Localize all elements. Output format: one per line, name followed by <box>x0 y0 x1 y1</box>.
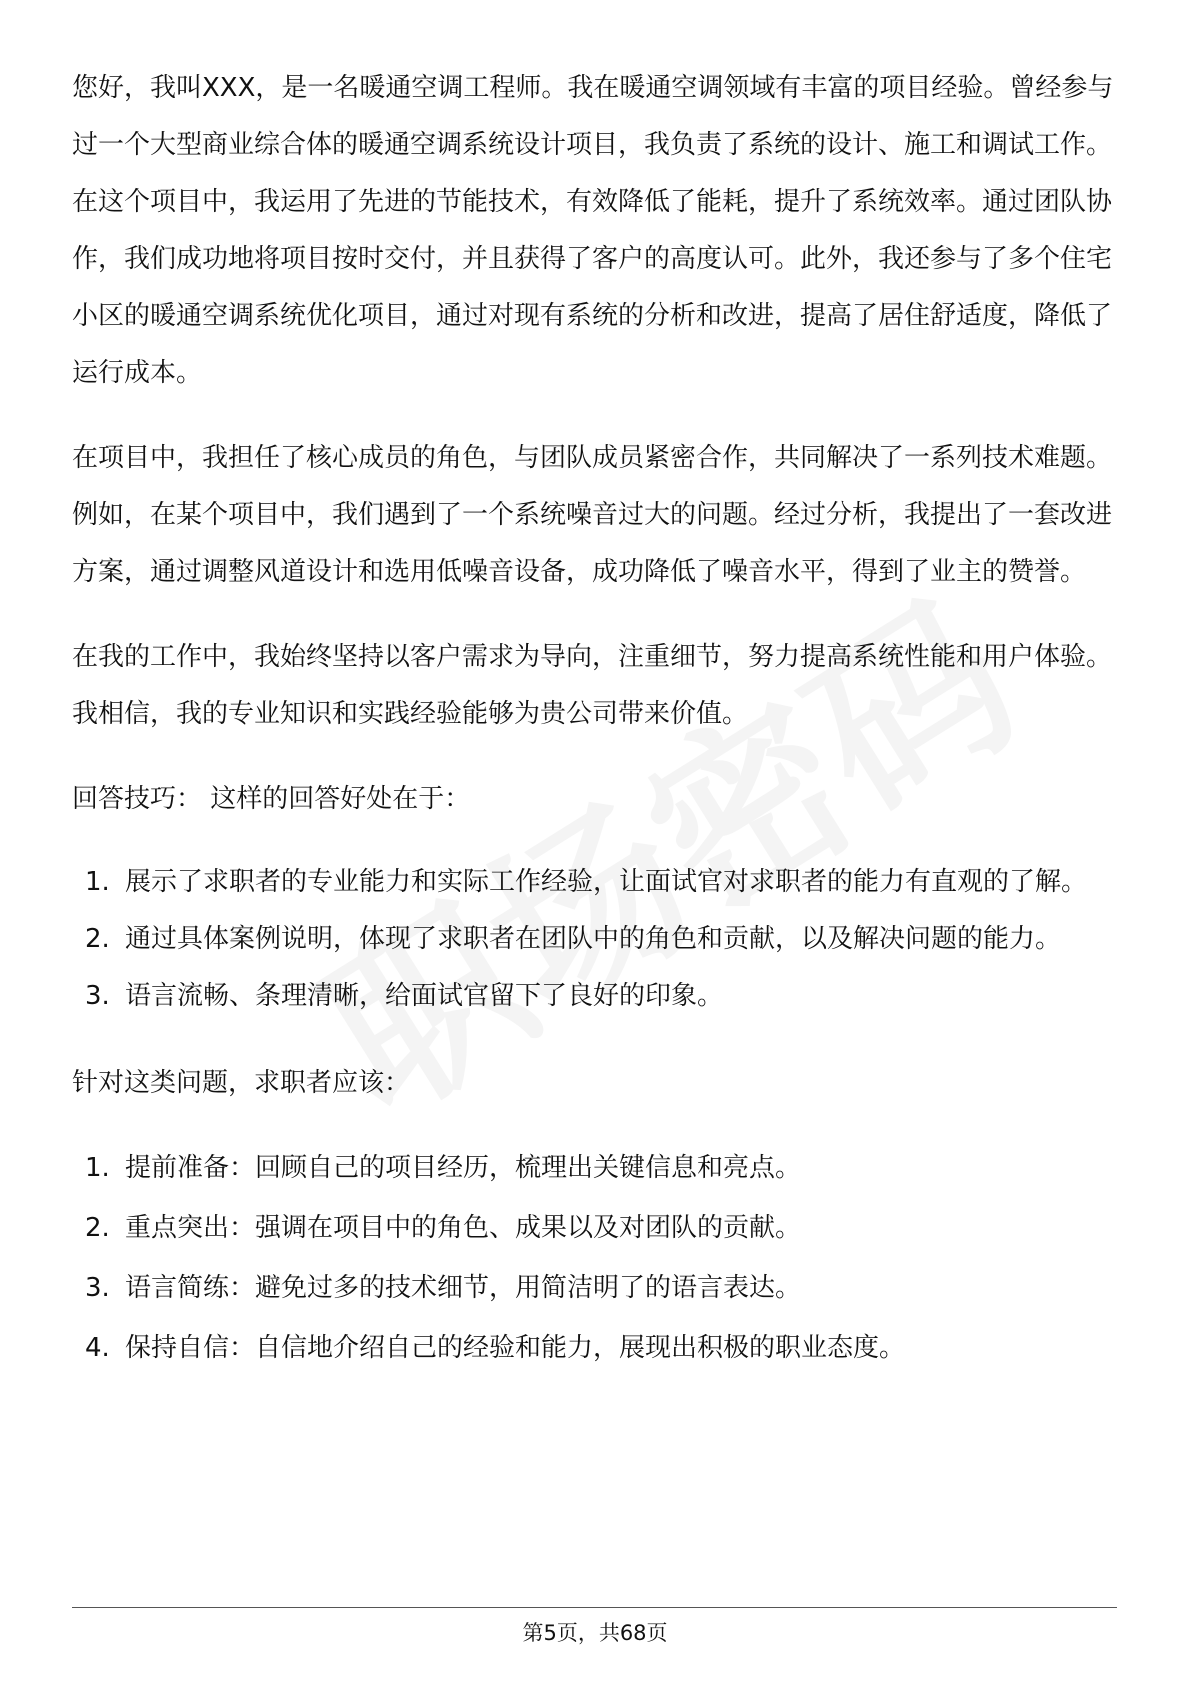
list-item-text: 保持自信：自信地介绍自己的经验和能力，展现出积极的职业态度。 <box>125 1333 906 1363</box>
advice-list-item <box>72 1318 1117 1378</box>
list-number: 3. <box>85 1273 110 1303</box>
list-number: 3. <box>85 981 110 1011</box>
page-number: 第5页，共68页 <box>522 1621 668 1645</box>
answer-paragraph-1: 您好，我叫XXX，是一名暖通空调工程师。我在暖通空调领域有丰富的项目经验。曾经参与过一个大型商业综合体的暖通空调系统设计项目，我负责了系统的设计、施工和调试工作。在这个项目中，我运用了先进的节能技术，有效降低了能耗，提升了系统效率。通过团队协作，我们成功地将项目按时交付，并且获得了客户的高度认可。此外，我还参与了多个住宅小区的暖通空调系统优化项目，通过对现有系统的分析和改进，提高了居住舒适度，降低了运行成本。 <box>72 73 1114 388</box>
answer-paragraph-2: 在项目中，我担任了核心成员的角色，与团队成员紧密合作，共同解决了一系列技术难题。例如，在某个项目中，我们遇到了一个系统噪音过大的问题。经过分析，我提出了一套改进方案，通过调整风道设计和选用低噪音设备，成功降低了噪音水平，得到了业主的赞誉。 <box>72 443 1113 587</box>
footer-divider <box>72 1607 1117 1608</box>
list-item-text: 展示了求职者的专业能力和实际工作经验，让面试官对求职者的能力有直观的了解。 <box>125 867 1088 897</box>
list-item-text: 重点突出：强调在项目中的角色、成果以及对团队的贡献。 <box>125 1213 802 1243</box>
advice-heading: 针对这类问题，求职者应该： <box>72 1068 411 1098</box>
advice-list-item <box>72 1198 1117 1258</box>
advice-list-item <box>72 1138 1117 1198</box>
list-number: 4. <box>85 1333 110 1363</box>
tips-list-item <box>72 968 1117 1025</box>
advice-list <box>72 1138 1117 1378</box>
answer-paragraph-3: 在我的工作中，我始终坚持以客户需求为导向，注重细节，努力提高系统性能和用户体验。我相信，我的专业知识和实践经验能够为贵公司带来价值。 <box>72 642 1113 729</box>
list-number: 2. <box>85 924 110 954</box>
tips-list-item <box>72 911 1117 968</box>
list-item-text: 语言简练：避免过多的技术细节，用简洁明了的语言表达。 <box>125 1273 802 1303</box>
tips-list-item <box>72 854 1117 911</box>
tips-list <box>72 854 1117 1025</box>
list-item-text: 通过具体案例说明，体现了求职者在团队中的角色和贡献，以及解决问题的能力。 <box>125 924 1062 954</box>
list-item-text: 提前准备：回顾自己的项目经历，梳理出关键信息和亮点。 <box>125 1153 802 1183</box>
list-number: 2. <box>85 1213 110 1243</box>
list-number: 1. <box>85 1153 110 1183</box>
list-number: 1. <box>85 867 110 897</box>
advice-list-item <box>72 1258 1117 1318</box>
document-body <box>72 60 1117 1408</box>
list-item-text: 语言流畅、条理清晰，给面试官留下了良好的印象。 <box>125 981 724 1011</box>
tips-heading: 回答技巧： 这样的回答好处在于： <box>72 784 471 814</box>
